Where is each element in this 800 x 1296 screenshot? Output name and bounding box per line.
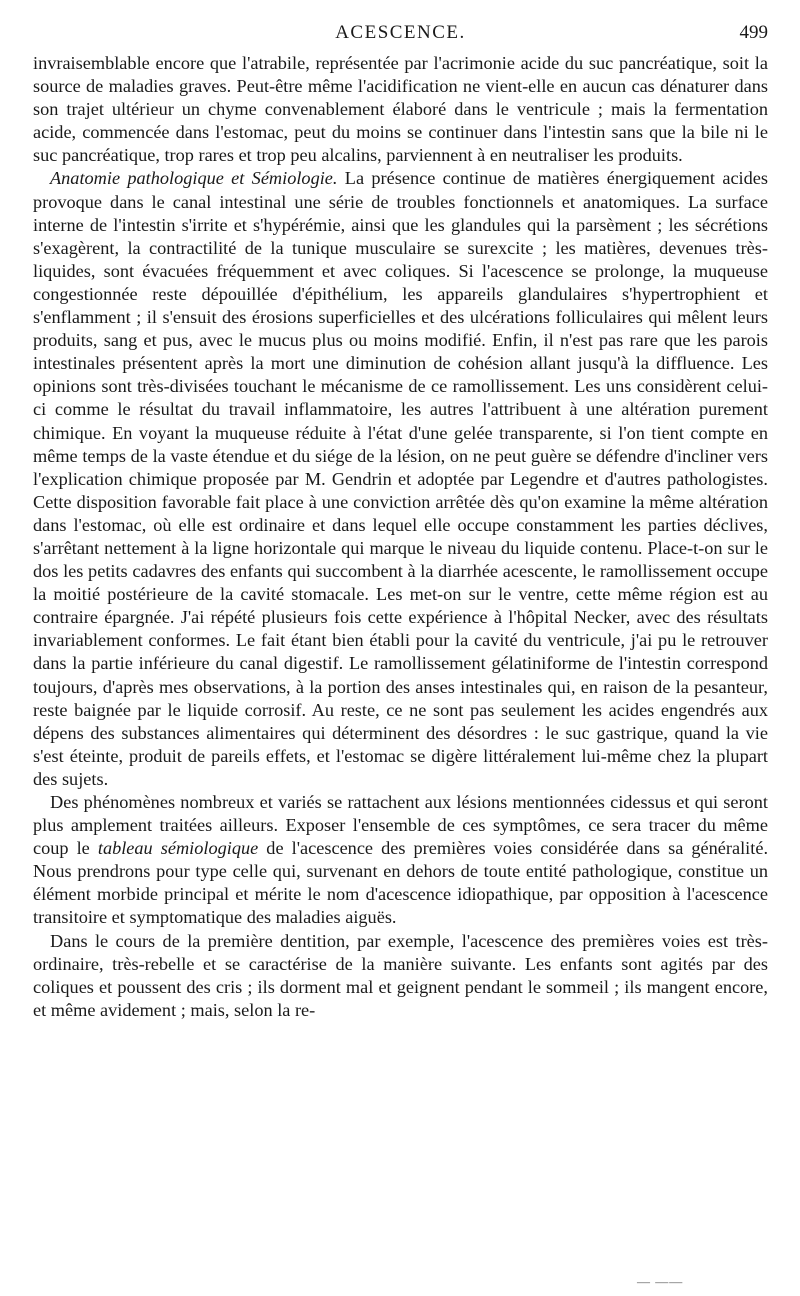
- running-head: [33, 22, 768, 50]
- paragraph-phenomenes-text-2: de l'acescence des premières voies considérée dans sa généralité. Nous prendrons pour type celle qui, survenant en dehors de toute entité pathologique, constitue un élément morbide principal et mérite le nom d'acescence idiopathique, par opposition à l'acescence transitoire et symptomatique des maladies aiguës.: [33, 838, 769, 928]
- paragraph-anatomie: [33, 167, 768, 791]
- page-number: 499: [739, 22, 768, 43]
- paragraph-phenomenes: [33, 791, 768, 930]
- emphasis-tableau-semiologique: tableau sémiologique: [97, 838, 259, 859]
- paragraph-phenomenes-text-1: Des phénomènes nombreux et variés se rattachent aux lésions mentionnées cidessus et qui seront plus amplement traitées ailleurs. Exposer l'ensemble de ces symptômes, ce sera tracer du même coup le: [33, 792, 768, 859]
- book-page: [33, 22, 769, 1289]
- section-heading-anatomie: Anatomie pathologique et Sémiologie.: [50, 168, 338, 189]
- running-title: ACESCENCE.: [335, 22, 466, 43]
- paragraph-dentition: Dans le cours de la première dentition, par exemple, l'acescence des premières voies est très-ordinaire, très-rebelle et se caractérise de la manière suivante. Les enfants sont agités par des coliques et poussent des cris ; ils dorment mal et geignent pendant le sommeil ; ils mangent encore, et même avidement ; mais, selon la re-: [33, 930, 768, 1020]
- footer-mark: — ——: [637, 1274, 684, 1289]
- body-text: [33, 52, 768, 1022]
- paragraph-anatomie-text: La présence continue de matières énergiquement acides provoque dans le canal intestinal une série de troubles fonctionnels et anatomiques. La surface interne de l'intestin s'irrite et s'hypérémie, ainsi que les glandules qui la parsèment ; les sécrétions s'exagèrent, la contractilité de la tunique musculaire se surexcite ; les matières, devenues très-liquides, sont évacuées fréquemment et avec coliques. Si l'acescence se prolonge, la muqueuse congestionnée reste dépouillée d'épithélium, les appareils glandulaires s'hypertrophient et s'enflamment ; il s'ensuit des érosions superficielles et des ulcérations folliculaires qui mêlent leurs produits, sang et pus, avec le mucus plus ou moins modifié. Enfin, il n'est pas rare que les parois intestinales présentent après la mort une diminution de cohésion allant jusqu'à la diffluence. Les opinions sont très-divisées touchant le mécanisme de ce ramollissement. Les uns considèrent celui-ci comme le résultat du travail inflammatoire, les autres l'attribuent à une altération purement chimique. En voyant la muqueuse réduite à l'état d'une gelée transparente, si l'on tient compte en même temps de la vaste étendue et du siége de la lésion, on ne peut guère se défendre d'incliner vers l'explication chimique proposée par M. Gendrin et adoptée par Legendre et d'autres pathologistes. Cette disposition favorable fait place à une conviction arrêtée dès qu'on examine la même altération dans l'estomac, où elle est ordinaire et dans lequel elle occupe constamment les parties déclives, s'arrêtant nettement à la ligne horizontale qui marque le niveau du liquide contenu. Place-t-on sur le dos les petits cadavres des enfants qui succombent à la diarrhée acescente, le ramollissement occupe la moitié postérieure de la cavité stomacale. Les met-on sur le ventre, cette même région est au contraire épargnée. J'ai répété plusieurs fois cette expérience à l'hôpital Necker, avec des résultats invariablement conformes. Le fait étant bien établi pour la cavité du ventricule, j'ai pu le retrouver dans la partie inférieure du canal digestif. Le ramollissement gélatiniforme de l'intestin correspond toujours, d'après mes observations, à la portion des anses intestinales qui, en raison de la pesanteur, reste baignée par le liquide corrosif. Au reste, ce ne sont pas seulement les acides engendrés aux dépens des substances alimentaires qui déterminent des désordres : le suc gastrique, quand la vie s'est éteinte, produit de pareils effets, et l'estomac se digère littéralement lui-même chez la plupart des sujets.: [33, 168, 769, 789]
- paragraph-continuation: invraisemblable encore que l'atrabile, représentée par l'acrimonie acide du suc pancréatique, soit la source de maladies graves. Peut-être même l'acidification ne vient-elle en aucun cas dénaturer dans son trajet ultérieur un chyme convenablement élaboré dans le ventricule ; mais la fermentation acide, commencée dans l'estomac, peut du moins se continuer dans l'intestin sans que la bile ni le suc pancréatique, trop rares et trop peu alcalins, parviennent à en neutraliser les produits.: [33, 53, 768, 166]
